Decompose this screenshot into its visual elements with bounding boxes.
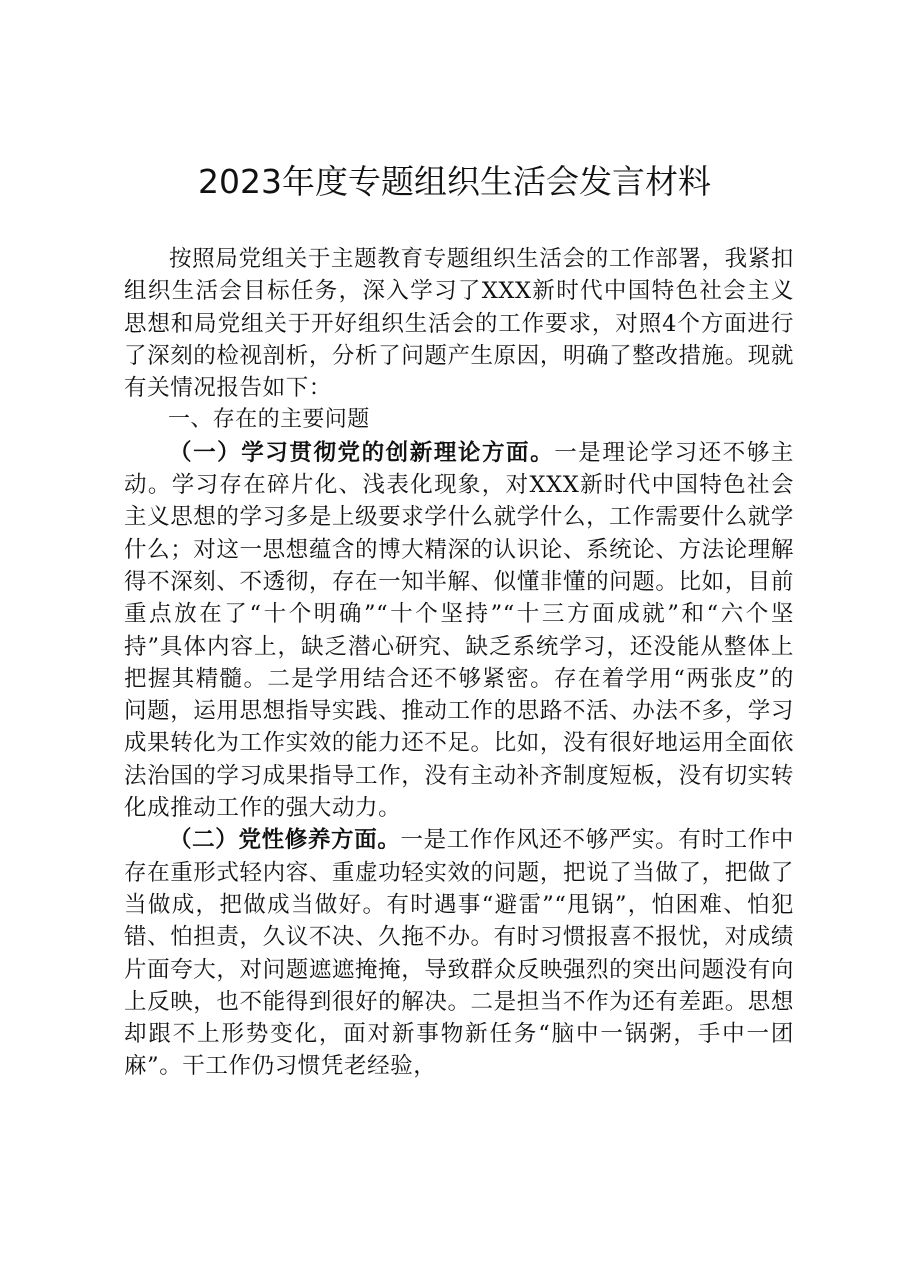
- document-title: 2023年度专题组织生活会发言材料: [198, 162, 711, 201]
- section-heading-main-problems: 一、存在的主要问题: [168, 407, 370, 433]
- document-body: [124, 243, 794, 1083]
- subsection-heading-party-spirit: （二）党性修养方面。: [169, 827, 401, 854]
- subsection-paragraph-theory-study: [124, 437, 794, 825]
- intro-paragraph: 按照局党组关于主题教育专题组织生活会的工作部署，我紧扣组织生活会目标任务，深入学习了XXX新时代中国特色社会主义思想和局党组关于开好组织生活会的工作要求，对照4个方面进行了深刻的检视剖析，分析了问题产生原因，明确了整改措施。现就有关情况报告如下：: [124, 246, 794, 402]
- subsection-text-party-spirit: 一是工作作风还不够严实。有时工作中存在重形式轻内容、重虚功轻实效的问题，把说了当做了，把做了当做成，把做成当做好。有时遇事“避雷”“甩锅”，怕困难、怕犯错、怕担责，久议不决、久拖不办。有时习惯报喜不报忧，对成绩片面夸大，对问题遮遮掩掩，导致群众反映强烈的突出问题没有向上反映，也不能得到很好的解决。二是担当不作为还有差距。思想却跟不上形势变化，面对新事物新任务“脑中一锅粥，手中一团麻”。干工作仍习惯凭老经验，: [124, 827, 794, 1080]
- subsection-text-theory-study: 一是理论学习还不够主动。学习存在碎片化、浅表化现象，对XXX新时代中国特色社会主义思想的学习多是上级要求学什么就学什么，工作需要什么就学什么；对这一思想蕴含的博大精深的认识论、系统论、方法论理解得不深刻、不透彻，存在一知半解、似懂非懂的问题。比如，目前重点放在了“十个明确”“十个坚持”“十三方面成就”和“六个坚持”具体内容上，缺乏潜心研究、缺乏系统学习，还没能从整体上把握其精髓。二是学用结合还不够紧密。存在着学用“两张皮”的问题，运用思想指导实践、推动工作的思路不活、办法不多，学习成果转化为工作实效的能力还不足。比如，没有很好地运用全面依法治国的学习成果指导工作，没有主动补齐制度短板，没有切实转化成推动工作的强大动力。: [124, 439, 794, 822]
- subsection-paragraph-party-spirit: [124, 824, 794, 1082]
- subsection-heading-theory-study: （一）学习贯彻党的创新理论方面。: [169, 439, 555, 466]
